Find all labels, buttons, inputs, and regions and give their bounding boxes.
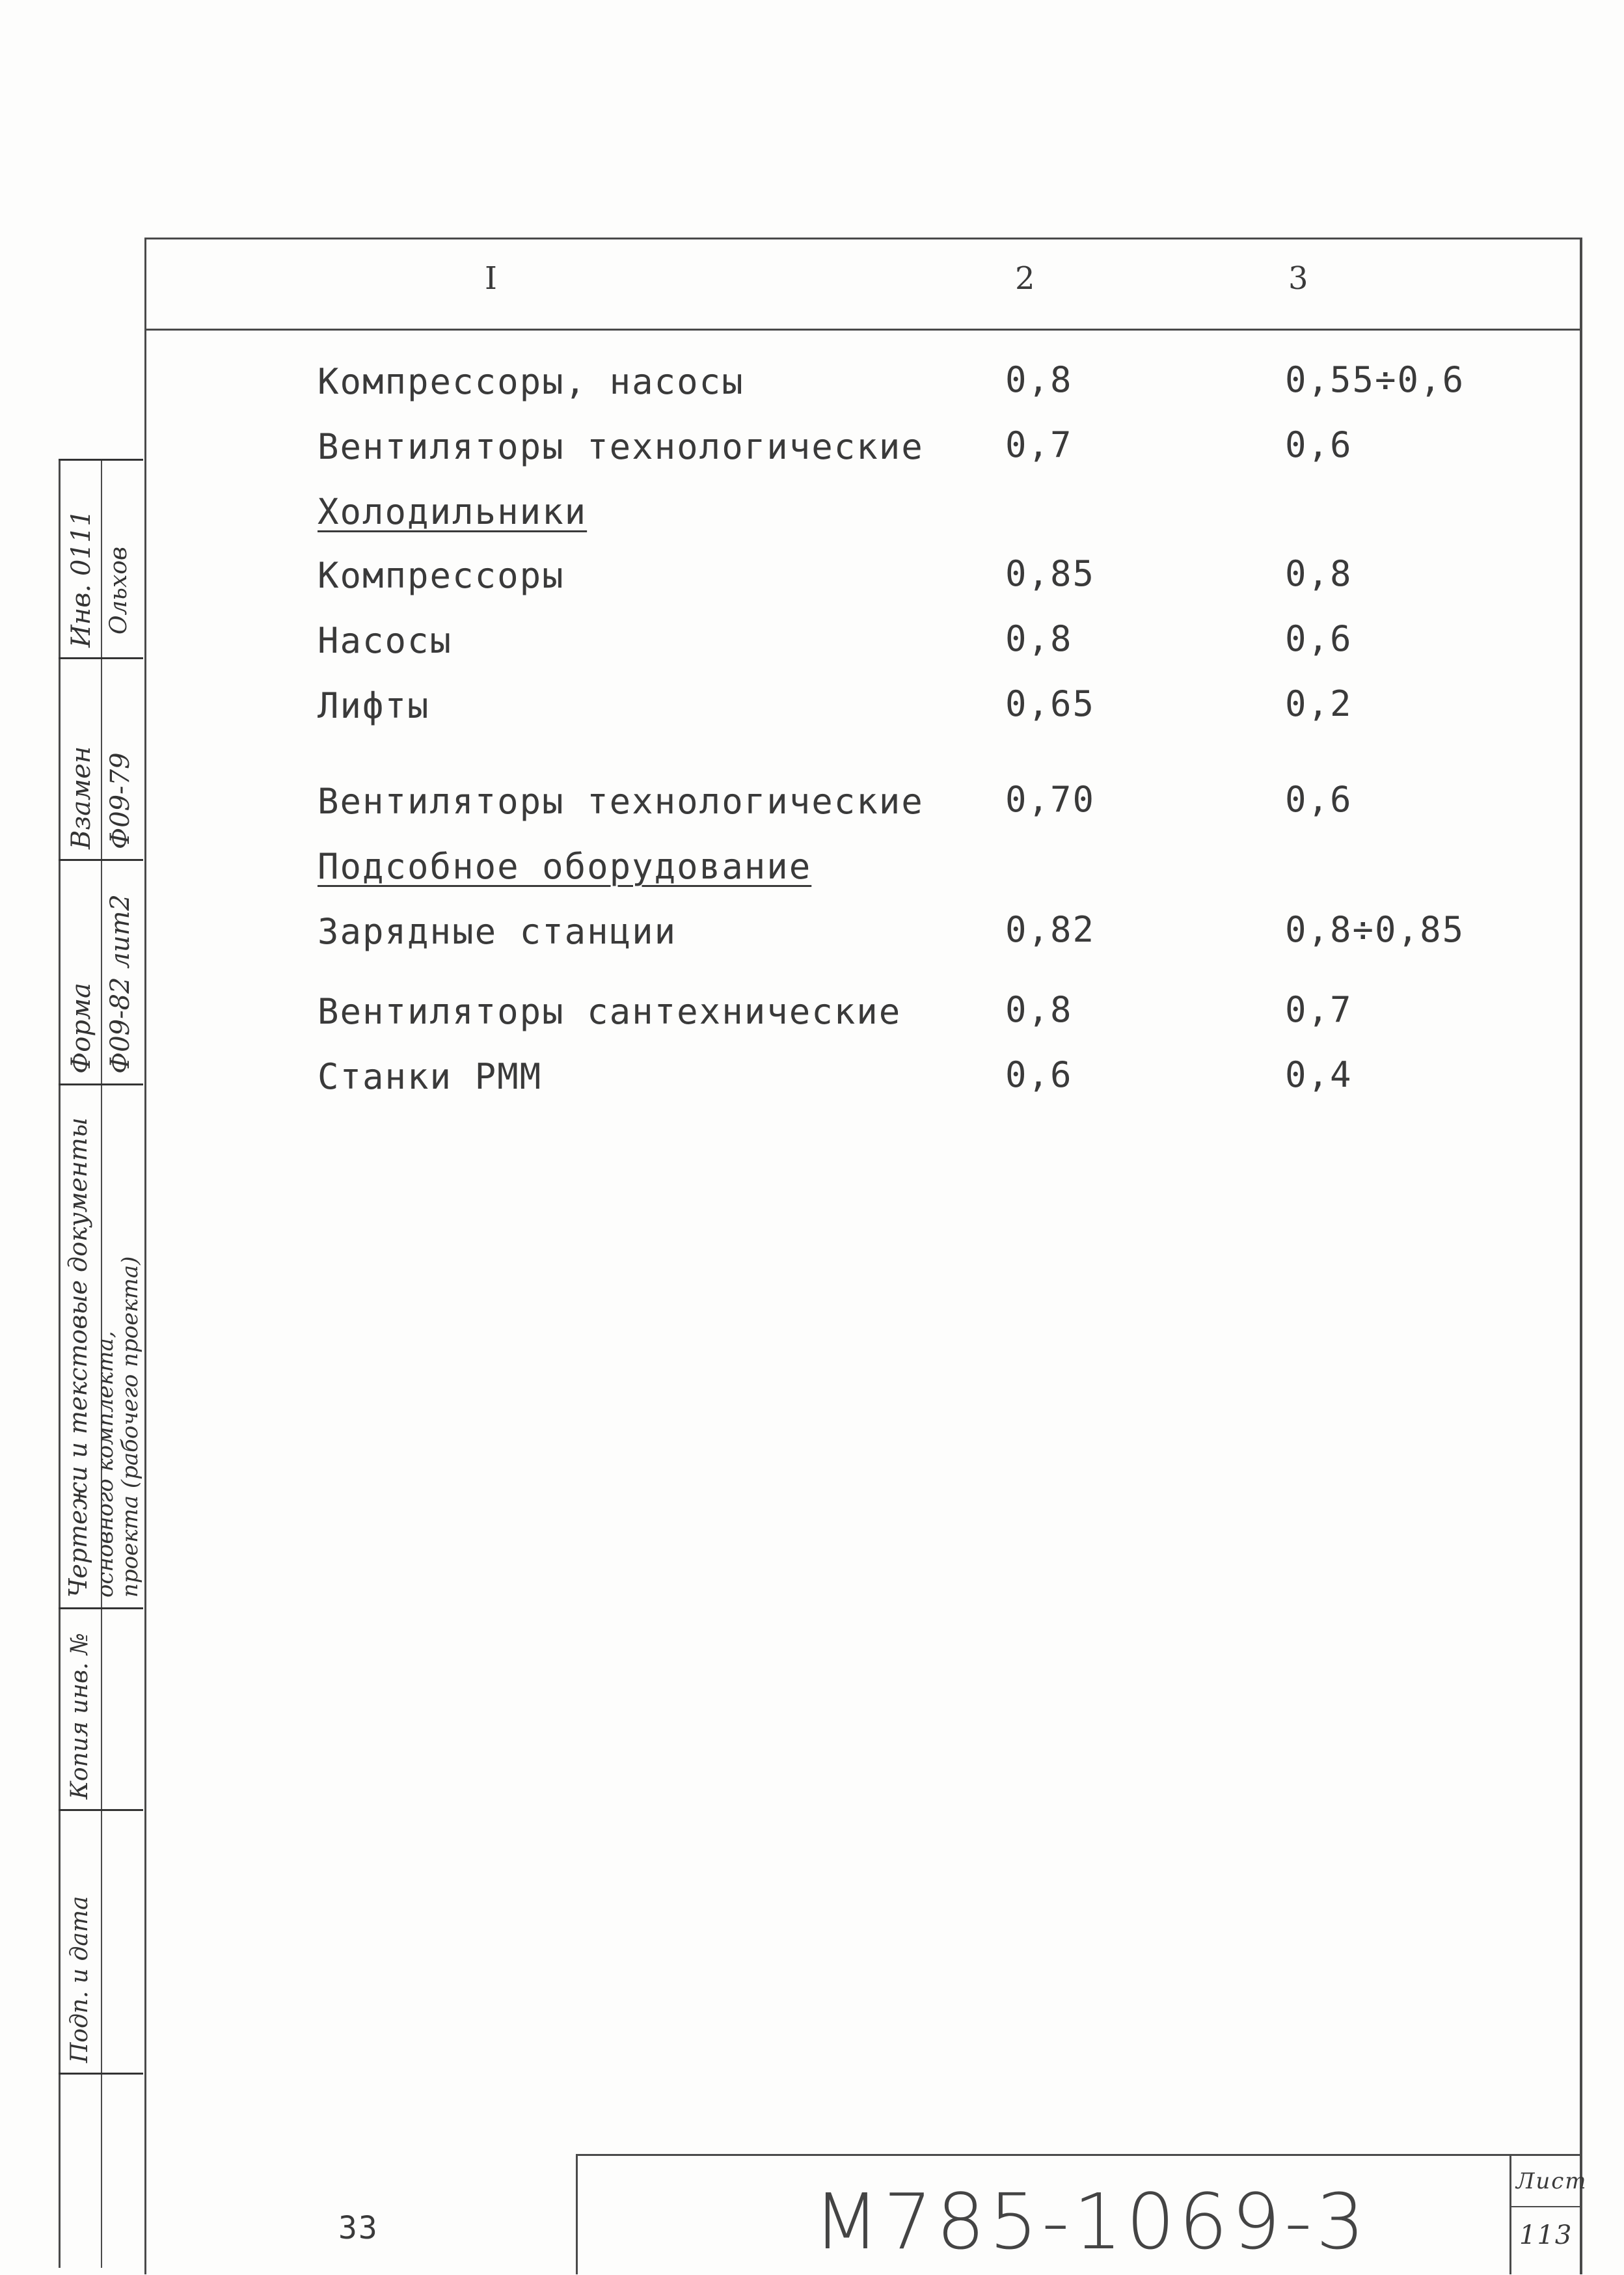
frame-left-border bbox=[144, 238, 146, 2274]
stamp-vzamen-value: Ф09-79 bbox=[105, 752, 135, 849]
stamp-row-divider bbox=[59, 657, 143, 659]
stamp-vzamen-label: Взамен bbox=[66, 746, 96, 849]
side-stamp bbox=[59, 459, 143, 2268]
page-number: 33 bbox=[338, 2210, 379, 2246]
frame-right-border bbox=[1580, 238, 1582, 2274]
stamp-signature: Ольхов bbox=[105, 547, 132, 634]
row-coef-3: 0,2 bbox=[1285, 683, 1353, 724]
row-coef-3: 0,4 bbox=[1285, 1054, 1353, 1095]
row-name: Компрессоры bbox=[318, 555, 565, 596]
sheet-number: 113 bbox=[1519, 2220, 1573, 2250]
sheet-cell-divider bbox=[1509, 2206, 1581, 2207]
row-coef-2: 0,70 bbox=[1005, 779, 1096, 820]
row-name: Вентиляторы сантехнические bbox=[318, 991, 902, 1032]
titleblock-top-border bbox=[576, 2154, 1581, 2156]
row-coef-3: 0,7 bbox=[1285, 989, 1353, 1030]
row-coef-3: 0,6 bbox=[1285, 779, 1353, 820]
column-header-3: 3 bbox=[1288, 260, 1308, 297]
section-heading: Подсобное оборудование bbox=[318, 846, 812, 887]
stamp-row-divider bbox=[59, 1809, 143, 1811]
stamp-forma-value: Ф09-82 лит2 bbox=[105, 894, 135, 1074]
stamp-title-line2: основного комплекта, bbox=[92, 1331, 118, 1598]
row-name: Лифты bbox=[318, 685, 430, 726]
document-code: М785-1069-3 bbox=[813, 2177, 1369, 2267]
row-name: Насосы bbox=[318, 620, 453, 661]
row-coef-2: 0,6 bbox=[1005, 1054, 1073, 1095]
titleblock-left-border bbox=[576, 2154, 578, 2274]
row-name: Вентиляторы технологические bbox=[318, 781, 924, 822]
row-coef-2: 0,8 bbox=[1005, 359, 1073, 400]
row-coef-2: 0,82 bbox=[1005, 909, 1096, 950]
stamp-left-border bbox=[59, 459, 61, 2268]
frame-top-border bbox=[144, 238, 1582, 239]
column-header-1: I bbox=[485, 260, 497, 297]
row-name: Станки РММ bbox=[318, 1056, 543, 1097]
column-header-2: 2 bbox=[1015, 260, 1035, 297]
row-name: Компрессоры, насосы bbox=[318, 361, 744, 402]
row-coef-2: 0,8 bbox=[1005, 989, 1073, 1030]
row-coef-2: 0,7 bbox=[1005, 424, 1073, 465]
row-coef-2: 0,85 bbox=[1005, 553, 1096, 594]
section-heading: Холодильники bbox=[318, 491, 588, 532]
header-divider bbox=[144, 329, 1580, 331]
stamp-date-cell: Подп. и дата bbox=[66, 1896, 93, 2063]
stamp-row-divider bbox=[59, 1607, 143, 1609]
stamp-inv: Инв. 0111 bbox=[66, 510, 96, 647]
stamp-row-divider bbox=[59, 459, 143, 461]
stamp-title-line1: Чертежи и текстовые документы bbox=[64, 1117, 92, 1598]
stamp-forma-label: Форма bbox=[66, 983, 96, 1074]
stamp-row-divider bbox=[59, 859, 143, 861]
stamp-title-line3: проекта (рабочего проекта) bbox=[117, 1256, 143, 1598]
sheet-cell-border bbox=[1509, 2154, 1511, 2274]
row-coef-3: 0,6 bbox=[1285, 424, 1353, 465]
stamp-copy-cell: Копия инв. № bbox=[66, 1633, 93, 1799]
stamp-row-divider bbox=[59, 2073, 143, 2075]
row-name: Вентиляторы технологические bbox=[318, 426, 924, 467]
row-coef-2: 0,65 bbox=[1005, 683, 1096, 724]
row-coef-3: 0,8÷0,85 bbox=[1285, 909, 1465, 950]
row-coef-3: 0,8 bbox=[1285, 553, 1353, 594]
sheet-label: Лист bbox=[1516, 2168, 1588, 2194]
row-coef-3: 0,55÷0,6 bbox=[1285, 359, 1465, 400]
row-coef-2: 0,8 bbox=[1005, 618, 1073, 659]
stamp-row-divider bbox=[59, 1083, 143, 1085]
row-name: Зарядные станции bbox=[318, 911, 677, 952]
row-coef-3: 0,6 bbox=[1285, 618, 1353, 659]
